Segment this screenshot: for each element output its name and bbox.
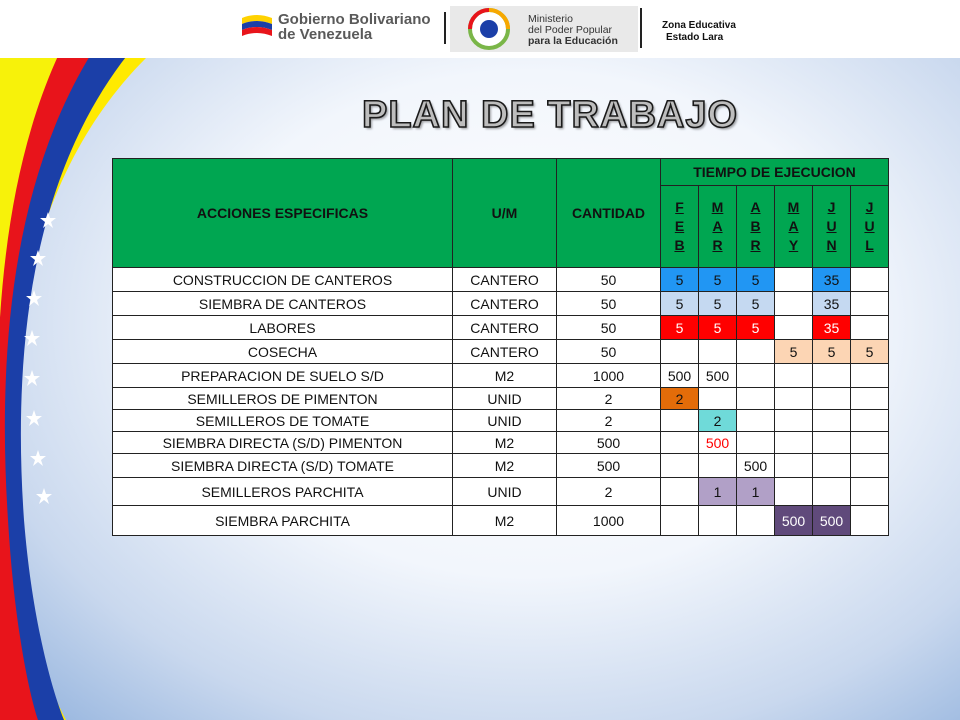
month-value-cell: 5 [737, 268, 775, 292]
month-value-cell: 500 [813, 506, 851, 536]
star-icon [24, 330, 40, 346]
month-value-cell [775, 454, 813, 478]
header-cantidad: CANTIDAD [557, 159, 661, 268]
accion-cell: SIEMBRA PARCHITA [113, 506, 453, 536]
month-value-cell: 500 [737, 454, 775, 478]
month-value-cell: 5 [661, 292, 699, 316]
month-value-cell [851, 478, 889, 506]
month-value-cell: 5 [699, 268, 737, 292]
plan-table-body [113, 268, 889, 536]
month-value-cell: 5 [775, 340, 813, 364]
um-cell: CANTERO [453, 340, 557, 364]
month-letter: M [711, 199, 724, 215]
month-value-cell [737, 432, 775, 454]
accion-cell: COSECHA [113, 340, 453, 364]
header-um: U/M [453, 159, 557, 268]
month-value-cell [851, 268, 889, 292]
accion-cell: SEMILLEROS DE TOMATE [113, 410, 453, 432]
month-value-cell [851, 292, 889, 316]
month-value-cell [775, 364, 813, 388]
month-value-cell [813, 432, 851, 454]
month-value-cell [699, 454, 737, 478]
month-value-cell [775, 292, 813, 316]
month-letter: M [787, 199, 800, 215]
um-cell: UNID [453, 478, 557, 506]
header-divider [444, 12, 446, 44]
month-value-cell: 500 [699, 364, 737, 388]
month-value-cell [851, 454, 889, 478]
month-letter: B [674, 237, 685, 253]
ministerio-emblem-icon [456, 8, 522, 50]
month-value-cell: 500 [699, 432, 737, 454]
cantidad-cell: 500 [557, 432, 661, 454]
month-value-cell: 5 [737, 316, 775, 340]
month-value-cell [851, 432, 889, 454]
month-value-cell [775, 388, 813, 410]
month-value-cell: 5 [661, 316, 699, 340]
month-value-cell [813, 454, 851, 478]
month-letter: N [826, 237, 837, 253]
star-icon [30, 450, 46, 466]
table-row [113, 410, 889, 432]
month-letter: R [712, 237, 723, 253]
table-row [113, 316, 889, 340]
month-value-cell [737, 340, 775, 364]
star-icon [36, 488, 52, 504]
accion-cell: SEMILLEROS DE PIMENTON [113, 388, 453, 410]
month-letter: A [712, 218, 723, 234]
month-value-cell [737, 410, 775, 432]
table-row [113, 340, 889, 364]
cantidad-cell: 2 [557, 478, 661, 506]
month-value-cell: 5 [699, 292, 737, 316]
table-row [113, 292, 889, 316]
month-value-cell: 35 [813, 316, 851, 340]
month-header-0 [661, 186, 699, 268]
gobierno-line2: de Venezuela [278, 26, 373, 43]
accion-cell: CONSTRUCCION DE CANTEROS [113, 268, 453, 292]
month-value-cell [661, 340, 699, 364]
cantidad-cell: 2 [557, 410, 661, 432]
month-letter: E [674, 218, 685, 234]
um-cell: CANTERO [453, 292, 557, 316]
venezuela-flag-icon [240, 12, 274, 42]
month-value-cell [699, 506, 737, 536]
month-letter: A [750, 199, 761, 215]
um-cell: M2 [453, 364, 557, 388]
month-value-cell [661, 506, 699, 536]
month-value-cell [775, 432, 813, 454]
month-letter: B [750, 218, 761, 234]
month-value-cell [851, 506, 889, 536]
cantidad-cell: 50 [557, 340, 661, 364]
ministerio-line3: para la Educación [528, 35, 618, 47]
um-cell: M2 [453, 432, 557, 454]
month-value-cell [851, 388, 889, 410]
table-row [113, 506, 889, 536]
page-title: PLAN DE TRABAJO [362, 94, 739, 136]
cantidad-cell: 50 [557, 316, 661, 340]
month-value-cell: 5 [851, 340, 889, 364]
month-value-cell [661, 454, 699, 478]
zona-educativa-label: Zona Educativa [662, 20, 736, 31]
month-value-cell [775, 316, 813, 340]
ministerio-line2: del Poder Popular [528, 24, 613, 36]
um-cell: UNID [453, 388, 557, 410]
month-value-cell: 2 [699, 410, 737, 432]
month-value-cell: 1 [737, 478, 775, 506]
month-value-cell [813, 410, 851, 432]
month-value-cell [699, 388, 737, 410]
month-header-3 [775, 186, 813, 268]
month-value-cell [737, 388, 775, 410]
month-value-cell [851, 316, 889, 340]
month-value-cell [851, 364, 889, 388]
header-tiempo: TIEMPO DE EJECUCION [661, 159, 889, 186]
accion-cell: LABORES [113, 316, 453, 340]
month-letter: J [827, 199, 836, 215]
cantidad-cell: 500 [557, 454, 661, 478]
table-row [113, 364, 889, 388]
accion-cell: SIEMBRA DIRECTA (S/D) TOMATE [113, 454, 453, 478]
accion-cell: SIEMBRA DIRECTA (S/D) PIMENTON [113, 432, 453, 454]
month-value-cell: 5 [813, 340, 851, 364]
month-value-cell [851, 410, 889, 432]
cantidad-cell: 50 [557, 268, 661, 292]
accion-cell: SIEMBRA DE CANTEROS [113, 292, 453, 316]
plan-table [112, 158, 889, 536]
table-row [113, 432, 889, 454]
month-letter: R [750, 237, 761, 253]
month-value-cell [737, 364, 775, 388]
month-value-cell [775, 268, 813, 292]
month-value-cell: 35 [813, 292, 851, 316]
month-header-2 [737, 186, 775, 268]
um-cell: M2 [453, 506, 557, 536]
month-value-cell: 5 [661, 268, 699, 292]
table-row [113, 388, 889, 410]
month-value-cell [699, 340, 737, 364]
gobierno-line1: Gobierno Bolivariano [278, 11, 431, 28]
accion-cell: PREPARACION DE SUELO S/D [113, 364, 453, 388]
month-value-cell: 2 [661, 388, 699, 410]
month-value-cell [661, 410, 699, 432]
table-row [113, 454, 889, 478]
header-acciones: ACCIONES ESPECIFICAS [113, 159, 453, 268]
estado-lara-label: Estado Lara [666, 32, 724, 43]
month-value-cell: 35 [813, 268, 851, 292]
month-header-1 [699, 186, 737, 268]
month-value-cell [661, 432, 699, 454]
month-value-cell: 1 [699, 478, 737, 506]
month-value-cell [661, 478, 699, 506]
accion-cell: SEMILLEROS PARCHITA [113, 478, 453, 506]
um-cell: CANTERO [453, 316, 557, 340]
month-value-cell [813, 388, 851, 410]
star-icon [26, 410, 42, 426]
month-header-5 [851, 186, 889, 268]
month-value-cell [813, 364, 851, 388]
month-letter: U [864, 218, 875, 234]
header-divider-2 [640, 8, 642, 48]
month-value-cell: 5 [737, 292, 775, 316]
star-icon [24, 370, 40, 386]
um-cell: M2 [453, 454, 557, 478]
month-value-cell [737, 506, 775, 536]
month-letter: F [675, 199, 684, 215]
month-value-cell [775, 478, 813, 506]
month-letter: U [826, 218, 837, 234]
month-letter: L [865, 237, 874, 253]
month-value-cell: 500 [775, 506, 813, 536]
month-value-cell [813, 478, 851, 506]
month-value-cell [775, 410, 813, 432]
um-cell: CANTERO [453, 268, 557, 292]
month-value-cell: 5 [699, 316, 737, 340]
month-letter: A [788, 218, 799, 234]
cantidad-cell: 1000 [557, 506, 661, 536]
month-header-4 [813, 186, 851, 268]
cantidad-cell: 2 [557, 388, 661, 410]
month-letter: Y [788, 237, 799, 253]
table-row [113, 478, 889, 506]
month-value-cell: 500 [661, 364, 699, 388]
month-letter: J [865, 199, 874, 215]
ministerio-line1: Ministerio [528, 13, 573, 25]
cantidad-cell: 50 [557, 292, 661, 316]
cantidad-cell: 1000 [557, 364, 661, 388]
table-row [113, 268, 889, 292]
um-cell: UNID [453, 410, 557, 432]
